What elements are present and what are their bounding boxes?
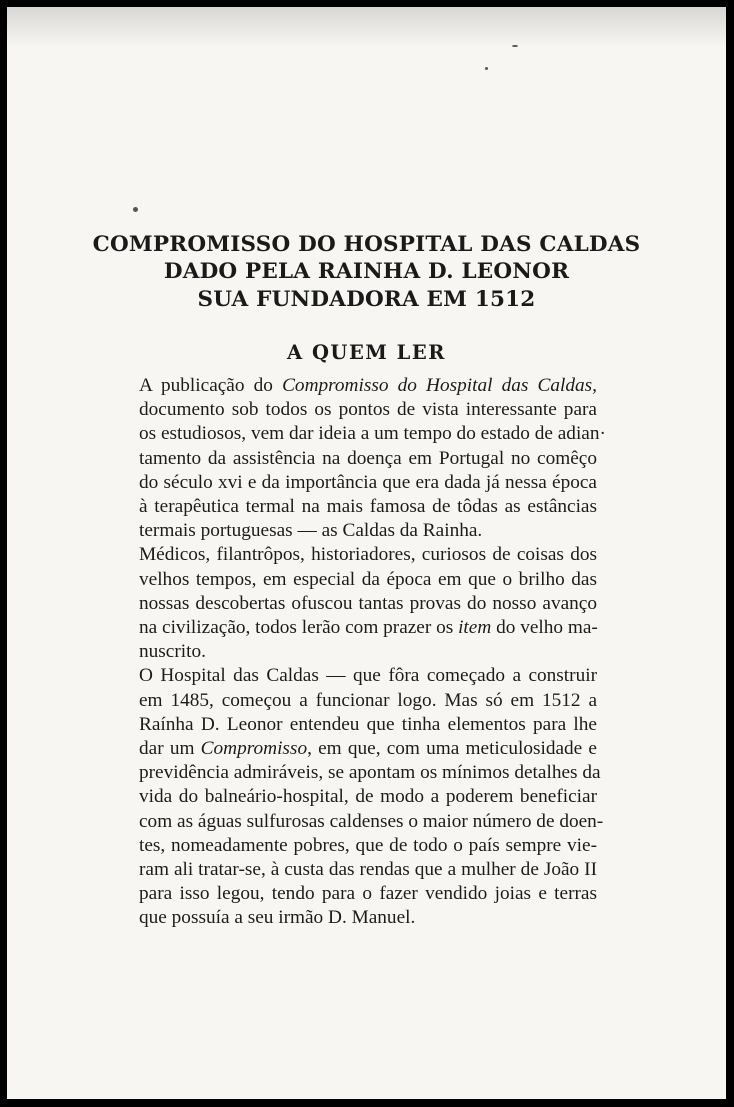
italic-title: Compromisso do Hospital das Caldas, [282,375,597,396]
text-line: termais portuguesas — as Caldas da Rainha. [139,520,483,542]
ink-speck [485,67,488,70]
title-year: 1512 [474,287,536,312]
text-line: com as águas sulfurosas caldenses o maior número de doen- [139,810,604,832]
text-line: documento sob todos os pontos de vista interessante para [139,399,597,421]
document-page [7,7,726,1099]
text-line [107,374,597,398]
paragraph-1 [107,374,606,543]
text-line [107,616,597,640]
text-line: ram ali tratar-se, à custa das rendas que a mulher de João II [139,859,597,881]
body-text [107,374,606,931]
title-line-3 [7,287,726,313]
text-line: velhos tempos, em especial da época em que o brilho das [139,568,597,590]
text-line: tes, nomeadamente pobres, que de todo o país sempre vie- [139,834,597,856]
text-line: à terapêutica termal na mais famosa de tôdas as estâncias [139,496,597,518]
text-segment: dar um [139,738,201,760]
title-line-1: COMPROMISSO DO HOSPITAL DAS CALDAS [92,232,641,257]
paragraph-2 [107,543,597,664]
text-line: vida do balneário-hospital, de modo a poderem beneficiar [139,786,597,808]
text-line: do século xvi e da importância que era dada já nessa época [139,471,597,493]
text-line: tamento da assistência na doença em Portugal no comêço [139,447,597,469]
text-segment: do velho ma- [491,617,598,639]
text-line: os estudiosos, vem dar ideia a um tempo do estado de adian· [139,423,606,445]
section-heading: A QUEM LER [287,341,446,364]
text-line: em 1485, começou a funcionar logo. Mas só em 1512 a [139,689,597,711]
text-line [107,737,597,761]
text-line: nuscrito. [139,641,206,663]
text-segment: , em que, com uma meticulosidade e [307,738,597,760]
italic-word: item [458,617,492,639]
text-segment: na civilização, todos lerão com prazer os [139,617,459,639]
text-line: nossas descobertas ofuscou tantas provas do nosso avanço [139,592,597,614]
title-line-2: DADO PELA RAINHA D. LEONOR [163,259,570,284]
text-line: para isso legou, tendo para o fazer vendido joias e terras [139,883,597,905]
ink-speck [133,207,138,212]
text-line: O Hospital das Caldas — que fôra começado a construir [139,665,597,687]
text-segment: A publicação do [139,375,283,396]
title-line-3-text: SUA FUNDADORA EM [197,287,475,312]
text-line: Médicos, filantrôpos, historiadores, curiosos de coisas dos [139,544,597,566]
italic-word: Compromisso [200,738,308,760]
text-line: Raínha D. Leonor entendeu que tinha elementos para lhe [139,713,597,735]
paragraph-3 [107,664,604,930]
text-line: que possuía a seu irmão D. Manuel. [139,907,416,929]
text-line: previdência admiráveis, se apontam os mínimos detalhes da [139,762,601,784]
ink-speck [512,45,518,47]
